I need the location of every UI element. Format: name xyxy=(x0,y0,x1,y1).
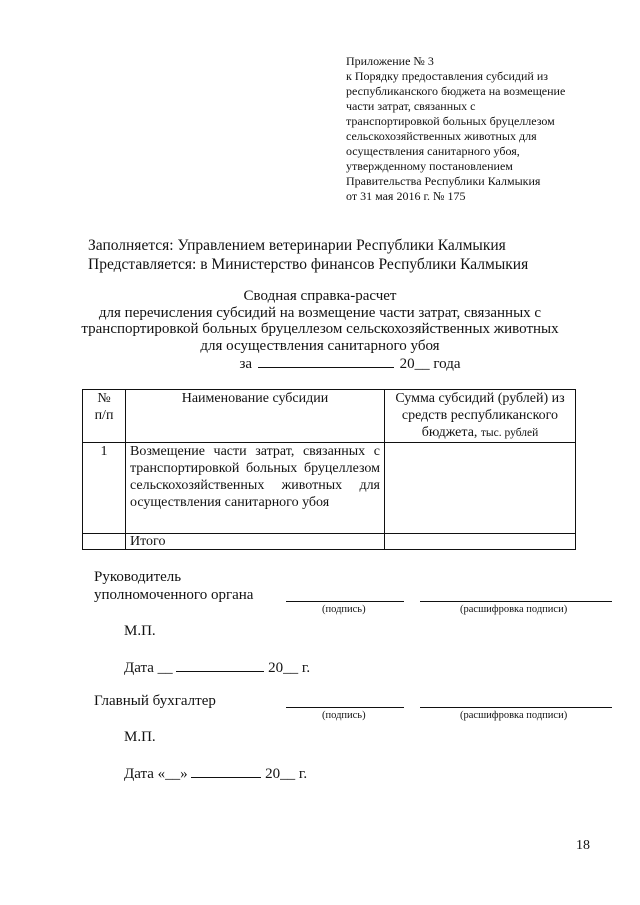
appendix-line: части затрат, связанных с xyxy=(346,99,476,113)
appendix-line: от 31 мая 2016 г. № 175 xyxy=(346,189,466,203)
head-label xyxy=(94,568,253,604)
period-prefix: за xyxy=(239,356,253,372)
appendix-line: к Порядку предоставления субсидий из xyxy=(346,69,548,83)
head-label-line1: Руководитель xyxy=(94,569,182,585)
header-name: Наименование субсидии xyxy=(126,390,385,443)
appendix-line: утвержденному постановлением xyxy=(346,159,513,173)
date-year-2: 20__ г. xyxy=(265,766,308,782)
appendix-line: Приложение № 3 xyxy=(346,54,434,68)
submitted-to-text: Представляется: в Министерство финансов Республики Калмыкия xyxy=(88,256,529,273)
period-line xyxy=(120,354,580,373)
appendix-line: осуществления санитарного убоя, xyxy=(346,144,520,158)
date-year: 20__ г. xyxy=(268,660,311,676)
accountant-signature-caption: (подпись) xyxy=(322,710,366,721)
accountant-decoding-caption: (расшифровка подписи) xyxy=(460,710,568,721)
period-year: 20__ года xyxy=(399,356,461,372)
period-blank xyxy=(258,354,394,368)
row-name: Возмещение части затрат, связанных с транспортировкой больных бруцеллезом сельскохозяйственных животных для осуществления санитарного убоя xyxy=(126,443,385,534)
title-line: для перечисления субсидий на возмещение части затрат, связанных с xyxy=(98,304,542,321)
head-signature-line[interactable] xyxy=(286,601,404,602)
filled-by-text: Заполняется: Управлением ветеринарии Республики Калмыкия xyxy=(88,237,506,254)
date-line-1 xyxy=(124,658,310,677)
head-decoding-caption: (расшифровка подписи) xyxy=(460,604,568,615)
stamp-label-2: М.П. xyxy=(124,729,156,745)
title-line: транспортировкой больных бруцеллезом сельскохозяйственных животных xyxy=(81,321,559,337)
date-line-2 xyxy=(124,764,307,783)
table-row xyxy=(83,443,576,534)
date-day-blank: __ xyxy=(157,660,173,676)
total-num xyxy=(83,534,126,550)
row-amount[interactable] xyxy=(385,443,576,534)
accountant-decoding-line[interactable] xyxy=(420,707,612,708)
appendix-line: республиканского бюджета на возмещение xyxy=(346,84,566,98)
accountant-signature-line[interactable] xyxy=(286,707,404,708)
table-header-row xyxy=(83,390,576,443)
chief-accountant-label: Главный бухгалтер xyxy=(94,693,216,709)
table-total-row xyxy=(83,534,576,550)
total-label: Итого xyxy=(126,534,385,550)
head-decoding-line[interactable] xyxy=(420,601,612,602)
date-label-2: Дата «__» xyxy=(124,766,188,782)
title-heading: Сводная справка-расчет xyxy=(243,288,397,304)
stamp-label: М.П. xyxy=(124,623,156,639)
date-label: Дата xyxy=(124,660,154,676)
head-label-line2: уполномоченного органа xyxy=(94,587,254,603)
appendix-reference xyxy=(346,54,606,204)
document-title xyxy=(60,288,580,373)
header-num xyxy=(83,390,126,443)
row-num: 1 xyxy=(83,443,126,534)
page-number: 18 xyxy=(576,838,590,853)
header-num-abbr: п/п xyxy=(94,408,114,423)
total-amount[interactable] xyxy=(385,534,576,550)
header-amount-text: Сумма субсидий (рублей) из средств республиканского бюджета, xyxy=(395,391,565,440)
routing-info xyxy=(88,236,528,274)
header-amount-unit: тыс. рублей xyxy=(480,427,539,439)
header-num-symbol: № xyxy=(97,391,111,406)
appendix-line: транспортировкой больных бруцеллезом xyxy=(346,114,555,128)
subsidy-table xyxy=(82,389,576,550)
date-month-blank xyxy=(176,658,264,672)
title-line: для осуществления санитарного убоя xyxy=(200,337,440,354)
appendix-line: сельскохозяйственных животных для xyxy=(346,129,537,143)
head-signature-caption: (подпись) xyxy=(322,604,366,615)
header-amount xyxy=(385,390,576,443)
date-month-blank-2 xyxy=(191,764,261,778)
appendix-line: Правительства Республики Калмыкия xyxy=(346,174,541,188)
